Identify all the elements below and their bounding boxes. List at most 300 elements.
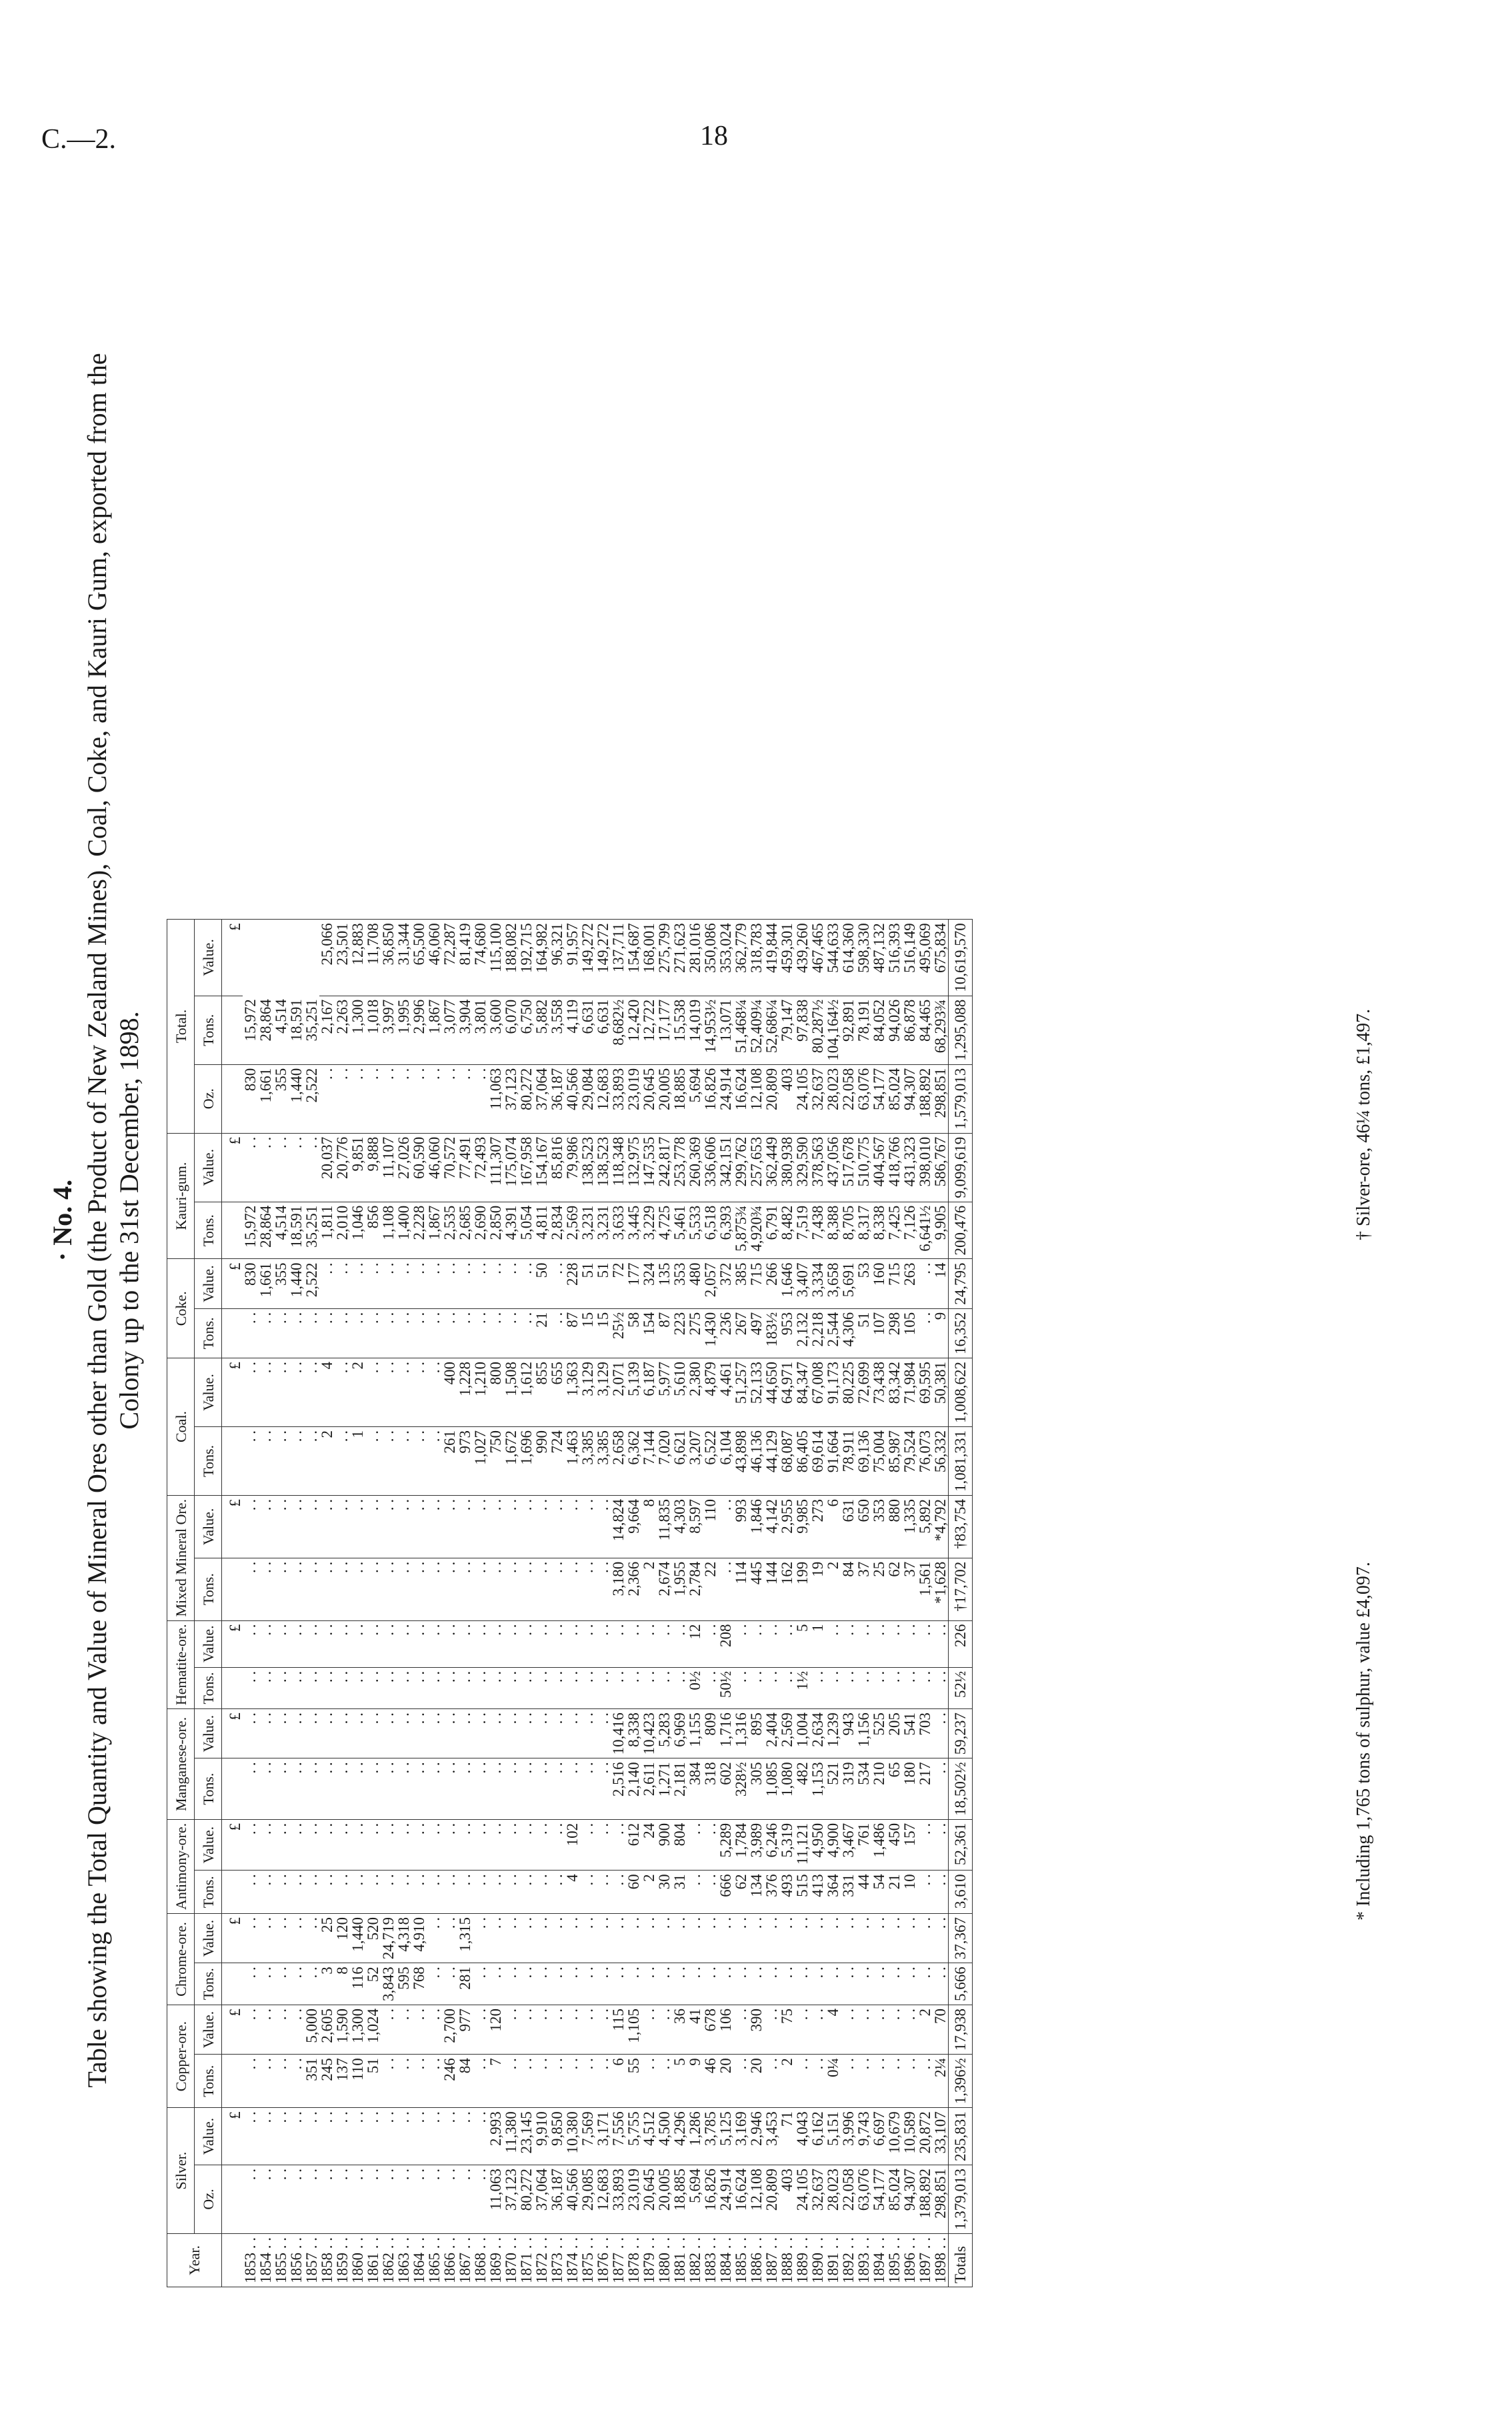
- table-cell: 355: [273, 1064, 289, 1133]
- table-cell: 180: [902, 1758, 917, 1820]
- table-row: [519, 920, 534, 2287]
- table-cell: . .: [381, 1308, 396, 1358]
- table-cell: . .: [273, 1133, 289, 1202]
- table-cell: 9,985: [795, 1495, 810, 1558]
- table-cell: 544,633: [825, 920, 841, 996]
- table-cell: 6,697: [871, 2108, 887, 2165]
- currency-cell: £: [222, 1914, 243, 1963]
- table-cell: . .: [917, 2055, 933, 2108]
- table-cell: 164,982: [534, 920, 549, 996]
- table-cell: 137,711: [611, 920, 626, 996]
- table-cell: . .: [411, 1709, 427, 1758]
- table-cell: 6,518: [703, 1202, 718, 1259]
- table-cell: 245: [319, 2055, 335, 2108]
- hematite-header: Hematite-ore.: [167, 1620, 195, 1709]
- table-cell: . .: [657, 1914, 672, 1963]
- table-cell: . .: [381, 1259, 396, 1308]
- table-cell: 208: [718, 1620, 733, 1667]
- table-cell: . .: [595, 1495, 611, 1558]
- table-cell: 2,140: [626, 1758, 641, 1820]
- table-cell: 9: [687, 2055, 703, 2108]
- table-cell: . .: [902, 1963, 917, 2005]
- table-cell: 2,605: [319, 2005, 335, 2055]
- table-cell: 22: [703, 1558, 718, 1620]
- table-row: [381, 920, 396, 2287]
- table-cell: . .: [825, 1620, 841, 1667]
- table-cell: 23,019: [626, 1064, 641, 1133]
- table-cell: . .: [488, 1667, 503, 1708]
- year-cell: 1855 . .: [273, 2234, 289, 2287]
- table-cell: . .: [411, 1308, 427, 1358]
- table-cell: 5,755: [626, 2108, 641, 2165]
- silver-header: Silver.: [167, 2108, 195, 2234]
- table-cell: . .: [381, 1871, 396, 1914]
- year-cell: 1890 . .: [810, 2234, 825, 2287]
- table-cell: 54,177: [871, 1064, 887, 1133]
- table-cell: . .: [258, 1308, 273, 1358]
- table-cell: 10: [902, 1871, 917, 1914]
- table-cell: . .: [411, 2165, 427, 2234]
- table-cell: 418,766: [887, 1133, 902, 1202]
- table-cell: 750: [488, 1426, 503, 1495]
- table-cell: . .: [319, 1871, 335, 1914]
- table-cell: . .: [289, 1426, 304, 1495]
- table-row: [595, 920, 611, 2287]
- table-cell: . .: [442, 1620, 457, 1667]
- table-cell: 362,449: [764, 1133, 779, 1202]
- table-cell: . .: [442, 2108, 457, 2165]
- table-cell: . .: [657, 1667, 672, 1708]
- year-cell: 1887 . .: [764, 2234, 779, 2287]
- subheader-row: [195, 920, 222, 2287]
- table-cell: . .: [565, 1667, 580, 1708]
- table-cell: 147,535: [641, 1133, 657, 1202]
- table-cell: 33,893: [611, 2165, 626, 2234]
- table-cell: . .: [856, 2005, 871, 2055]
- table-cell: 515: [795, 1871, 810, 1914]
- table-cell: . .: [810, 1914, 825, 1963]
- table-cell: 69,614: [810, 1426, 825, 1495]
- table-cell: . .: [519, 1871, 534, 1914]
- table-cell: . .: [917, 1914, 933, 1963]
- table-cell: . .: [871, 2055, 887, 2108]
- table-cell: 253,778: [672, 1133, 687, 1202]
- table-cell: . .: [733, 2055, 749, 2108]
- table-cell: 37,123: [503, 2165, 519, 2234]
- table-cell: 154: [641, 1308, 657, 1358]
- currency-cell: £: [222, 1819, 243, 1871]
- currency-cell: [222, 1558, 243, 1620]
- table-cell: . .: [595, 1709, 611, 1758]
- totals-cell: 37,367: [949, 1914, 973, 1963]
- table-cell: . .: [335, 1620, 350, 1667]
- table-cell: 13,071: [718, 996, 733, 1064]
- table-cell: 2,404: [764, 1709, 779, 1758]
- table-cell: 351: [304, 2055, 319, 2108]
- table-cell: . .: [427, 1914, 442, 1963]
- table-cell: . .: [442, 1495, 457, 1558]
- table-cell: 257,653: [749, 1133, 764, 1202]
- table-cell: 18,591: [289, 1202, 304, 1259]
- table-cell: 51,257: [733, 1358, 749, 1426]
- table-cell: . .: [365, 1871, 381, 1914]
- table-cell: 30: [657, 1871, 672, 1914]
- table-cell: . .: [565, 2005, 580, 2055]
- table-row: [580, 920, 595, 2287]
- table-cell: . .: [396, 1308, 411, 1358]
- table-cell: . .: [534, 1914, 549, 1963]
- table-row: [365, 920, 381, 2287]
- table-cell: . .: [273, 1819, 289, 1871]
- year-cell: 1865 . .: [427, 2234, 442, 2287]
- table-cell: 809: [703, 1709, 718, 1758]
- table-cell: 21: [887, 1871, 902, 1914]
- table-cell: . .: [534, 1963, 549, 2005]
- table-cell: 3,996: [841, 2108, 856, 2165]
- table-cell: 79,986: [565, 1133, 580, 1202]
- table-cell: 5,125: [718, 2108, 733, 2165]
- table-cell: 20,809: [764, 1064, 779, 1133]
- table-cell: . .: [350, 1667, 365, 1708]
- table-cell: . .: [503, 1667, 519, 1708]
- table-cell: 12,722: [641, 996, 657, 1064]
- table-cell: . .: [396, 2165, 411, 2234]
- table-cell: . .: [258, 1963, 273, 2005]
- table-cell: 6,393: [718, 1202, 733, 1259]
- table-cell: 376: [764, 1871, 779, 1914]
- table-cell: . .: [381, 1819, 396, 1871]
- table-cell: . .: [580, 1709, 595, 1758]
- table-cell: . .: [365, 2165, 381, 2234]
- table-cell: 7,020: [657, 1426, 672, 1495]
- table-cell: 28,864: [258, 996, 273, 1064]
- table-cell: . .: [442, 1308, 457, 1358]
- table-cell: 137: [335, 2055, 350, 2108]
- table-cell: . .: [503, 1558, 519, 1620]
- table-cell: 37,064: [534, 2165, 549, 2234]
- currency-cell: [222, 1667, 243, 1708]
- table-cell: . .: [243, 1871, 258, 1914]
- table-cell: . .: [289, 2108, 304, 2165]
- table-cell: 51,468¼: [733, 996, 749, 1064]
- table-cell: 15: [595, 1308, 611, 1358]
- year-cell: 1873 . .: [549, 2234, 565, 2287]
- table-cell: 20,005: [657, 1064, 672, 1133]
- totals-cell: 3,610: [949, 1871, 973, 1914]
- table-cell: 12: [687, 1620, 703, 1667]
- table-cell: 267: [733, 1308, 749, 1358]
- table-cell: 2,535: [442, 1202, 457, 1259]
- table-cell: 480: [687, 1259, 703, 1308]
- table-cell: 1,210: [473, 1358, 488, 1426]
- table-cell: 14: [933, 1259, 949, 1308]
- table-cell: . .: [749, 1620, 764, 1667]
- table-cell: 2,010: [335, 1202, 350, 1259]
- table-cell: 2,690: [473, 1202, 488, 1259]
- table-cell: 46,060: [427, 920, 442, 996]
- totals-cell: †83,754: [949, 1495, 973, 1558]
- table-cell: 3,180: [611, 1558, 626, 1620]
- table-cell: 2: [779, 2055, 795, 2108]
- table-cell: 120: [335, 1914, 350, 1963]
- table-cell: 35,251: [304, 996, 319, 1064]
- table-cell: . .: [442, 1558, 457, 1620]
- table-cell: 94,307: [902, 2165, 917, 2234]
- table-cell: . .: [641, 1963, 657, 2005]
- table-cell: 2: [641, 1558, 657, 1620]
- table-cell: 154,167: [534, 1133, 549, 1202]
- table-cell: . .: [565, 1963, 580, 2005]
- table-cell: . .: [243, 1667, 258, 1708]
- table-cell: 84,347: [795, 1358, 810, 1426]
- table-cell: 32,637: [810, 1064, 825, 1133]
- table-cell: . .: [350, 1709, 365, 1758]
- subheader-cell: Value.: [195, 1358, 222, 1426]
- year-cell: 1879 . .: [641, 2234, 657, 2287]
- table-cell: . .: [917, 1308, 933, 1358]
- table-cell: . .: [381, 1758, 396, 1820]
- table-cell: 22,058: [841, 2165, 856, 2234]
- table-cell: . .: [411, 1358, 427, 1426]
- currency-cell: [222, 1426, 243, 1495]
- table-cell: . .: [933, 1819, 949, 1871]
- table-cell: 79,524: [902, 1426, 917, 1495]
- header-left: C.—2.: [41, 124, 117, 155]
- table-cell: . .: [273, 2005, 289, 2055]
- table-cell: 24,105: [795, 2165, 810, 2234]
- subheader-cell: Tons.: [195, 1963, 222, 2005]
- rotated-page-content: [47, 147, 1447, 2294]
- table-cell: . .: [641, 2005, 657, 2055]
- table-cell: 1,300: [350, 2005, 365, 2055]
- table-cell: 350,086: [703, 920, 718, 996]
- table-cell: . .: [427, 1308, 442, 1358]
- table-row: [810, 920, 825, 2287]
- year-cell: 1859 . .: [335, 2234, 350, 2287]
- table-cell: 37: [856, 1558, 871, 1620]
- year-cell: 1864 . .: [411, 2234, 427, 2287]
- table-cell: 24,914: [718, 1064, 733, 1133]
- table-cell: 31,344: [396, 920, 411, 996]
- year-cell: 1878 . .: [626, 2234, 641, 2287]
- table-cell: 2,996: [411, 996, 427, 1064]
- table-cell: 3,997: [381, 996, 396, 1064]
- table-row: [779, 920, 795, 2287]
- table-cell: . .: [304, 1963, 319, 2005]
- table-cell: . .: [381, 2055, 396, 2108]
- table-cell: 3,658: [825, 1259, 841, 1308]
- table-cell: 4,725: [657, 1202, 672, 1259]
- table-cell: 72,699: [856, 1358, 871, 1426]
- table-cell: 7,425: [887, 1202, 902, 1259]
- table-cell: 40,566: [565, 1064, 580, 1133]
- table-cell: 1,784: [733, 1819, 749, 1871]
- table-cell: . .: [304, 1819, 319, 1871]
- table-cell: 1,080: [779, 1758, 795, 1820]
- table-cell: . .: [519, 1667, 534, 1708]
- table-cell: . .: [442, 1914, 457, 1963]
- table-cell: 9,850: [549, 2108, 565, 2165]
- year-cell: 1861 . .: [365, 2234, 381, 2287]
- chrome-header: Chrome-ore.: [167, 1914, 195, 2005]
- table-cell: . .: [457, 1308, 473, 1358]
- table-cell: 84,052: [871, 996, 887, 1064]
- table-cell: . .: [488, 1259, 503, 1308]
- table-cell: 246: [442, 2055, 457, 2108]
- table-cell: . .: [917, 1963, 933, 2005]
- table-cell: 32,637: [810, 2165, 825, 2234]
- table-cell: 24,719: [381, 1914, 396, 1963]
- table-cell: . .: [503, 1819, 519, 1871]
- table-cell: . .: [641, 1914, 657, 1963]
- table-cell: 3,633: [611, 1202, 626, 1259]
- table-cell: . .: [304, 1914, 319, 1963]
- table-cell: 614,360: [841, 920, 856, 996]
- table-cell: 419,844: [764, 920, 779, 996]
- table-cell: 22,058: [841, 1064, 856, 1133]
- table-cell: . .: [933, 1963, 949, 2005]
- table-cell: . .: [289, 1758, 304, 1820]
- table-cell: 7,144: [641, 1426, 657, 1495]
- table-cell: 2,522: [304, 1064, 319, 1133]
- table-cell: . .: [488, 1963, 503, 2005]
- table-cell: 495,069: [917, 920, 933, 996]
- table-cell: 10,679: [887, 2108, 902, 2165]
- table-cell: . .: [411, 1620, 427, 1667]
- table-cell: 4: [565, 1871, 580, 1914]
- table-cell: . .: [273, 1426, 289, 1495]
- subheader-cell: Value.: [195, 1819, 222, 1871]
- table-cell: . .: [273, 2055, 289, 2108]
- currency-cell: £: [222, 920, 243, 996]
- table-cell: . .: [381, 1426, 396, 1495]
- table-cell: . .: [365, 1558, 381, 1620]
- table-cell: . .: [304, 1667, 319, 1708]
- table-cell: 18,885: [672, 2165, 687, 2234]
- year-cell: 1880 . .: [657, 2234, 672, 2287]
- table-cell: . .: [887, 1914, 902, 1963]
- table-cell: . .: [319, 1819, 335, 1871]
- table-cell: . .: [473, 1495, 488, 1558]
- table-cell: . .: [442, 1819, 457, 1871]
- table-cell: 1,363: [565, 1358, 580, 1426]
- table-cell: 5,151: [825, 2108, 841, 2165]
- table-cell: 41: [687, 2005, 703, 2055]
- table-cell: 87: [657, 1308, 672, 1358]
- table-cell: 525: [871, 1709, 887, 1758]
- table-cell: . .: [488, 1495, 503, 1558]
- year-cell: 1866 . .: [442, 2234, 457, 2287]
- table-cell: 3,453: [764, 2108, 779, 2165]
- year-cell: 1860 . .: [350, 2234, 365, 2287]
- table-cell: 6,362: [626, 1426, 641, 1495]
- table-cell: 1,018: [365, 996, 381, 1064]
- table-cell: 80,272: [519, 1064, 534, 1133]
- table-cell: . .: [273, 1667, 289, 1708]
- table-cell: . .: [841, 1914, 856, 1963]
- table-cell: . .: [473, 2108, 488, 2165]
- table-cell: 188,892: [917, 1064, 933, 1133]
- table-cell: 880: [887, 1495, 902, 1558]
- table-cell: . .: [703, 1871, 718, 1914]
- table-cell: . .: [457, 1064, 473, 1133]
- table-cell: 328½: [733, 1758, 749, 1820]
- table-cell: 9,910: [534, 2108, 549, 2165]
- year-cell: 1881 . .: [672, 2234, 687, 2287]
- table-cell: 2,634: [810, 1709, 825, 1758]
- table-cell: 4,910: [411, 1914, 427, 1963]
- table-cell: . .: [411, 1426, 427, 1495]
- table-cell: 2,569: [779, 1709, 795, 1758]
- table-cell: . .: [381, 1709, 396, 1758]
- currency-cell: [222, 2234, 243, 2287]
- table-cell: . .: [779, 1963, 795, 2005]
- table-cell: 23,019: [626, 2165, 641, 2234]
- table-cell: . .: [243, 1819, 258, 1871]
- table-cell: . .: [473, 1709, 488, 1758]
- table-cell: 10,589: [902, 2108, 917, 2165]
- table-cell: 192,715: [519, 920, 534, 996]
- table-cell: 2,167: [319, 996, 335, 1064]
- table-cell: . .: [335, 1358, 350, 1426]
- table-cell: . .: [565, 1709, 580, 1758]
- table-cell: 1,046: [350, 1202, 365, 1259]
- table-cell: . .: [427, 1620, 442, 1667]
- table-row: [795, 920, 810, 2287]
- table-cell: 7,438: [810, 1202, 825, 1259]
- table-cell: . .: [350, 1308, 365, 1358]
- year-cell: 1868 . .: [473, 2234, 488, 2287]
- table-cell: 0¼: [825, 2055, 841, 2108]
- table-cell: 43,898: [733, 1426, 749, 1495]
- table-cell: . .: [810, 2005, 825, 2055]
- table-cell: . .: [795, 1963, 810, 2005]
- table-cell: 36,187: [549, 2165, 565, 2234]
- table-cell: 14,953½: [703, 996, 718, 1064]
- table-cell: 167,958: [519, 1133, 534, 1202]
- table-cell: . .: [258, 1620, 273, 1667]
- table-cell: 183½: [764, 1308, 779, 1358]
- table-cell: 74,680: [473, 920, 488, 996]
- table-cell: 94,307: [902, 1064, 917, 1133]
- year-cell: 1883 . .: [703, 2234, 718, 2287]
- table-cell: 541: [902, 1709, 917, 1758]
- table-cell: 85,816: [549, 1133, 565, 1202]
- table-cell: . .: [365, 2108, 381, 2165]
- table-cell: . .: [289, 1667, 304, 1708]
- table-cell: . .: [365, 1308, 381, 1358]
- table-cell: . .: [795, 2055, 810, 2108]
- table-cell: 319: [841, 1758, 856, 1820]
- table-cell: . .: [243, 1426, 258, 1495]
- table-cell: 37: [902, 1558, 917, 1620]
- table-cell: . .: [519, 2055, 534, 2108]
- table-cell: . .: [396, 1358, 411, 1426]
- table-cell: 1,463: [565, 1426, 580, 1495]
- table-cell: . .: [503, 1871, 519, 1914]
- table-cell: 2,685: [457, 1202, 473, 1259]
- table-cell: 8,388: [825, 1202, 841, 1259]
- table-cell: . .: [258, 1358, 273, 1426]
- table-cell: 15: [580, 1308, 595, 1358]
- table-cell: . .: [243, 1358, 258, 1426]
- table-cell: 3,077: [442, 996, 457, 1064]
- table-row: [856, 920, 871, 2287]
- table-cell: 4,811: [534, 1202, 549, 1259]
- table-cell: 1,716: [718, 1709, 733, 1758]
- copper-header: Copper-ore.: [167, 2005, 195, 2108]
- year-cell: 1897 . .: [917, 2234, 933, 2287]
